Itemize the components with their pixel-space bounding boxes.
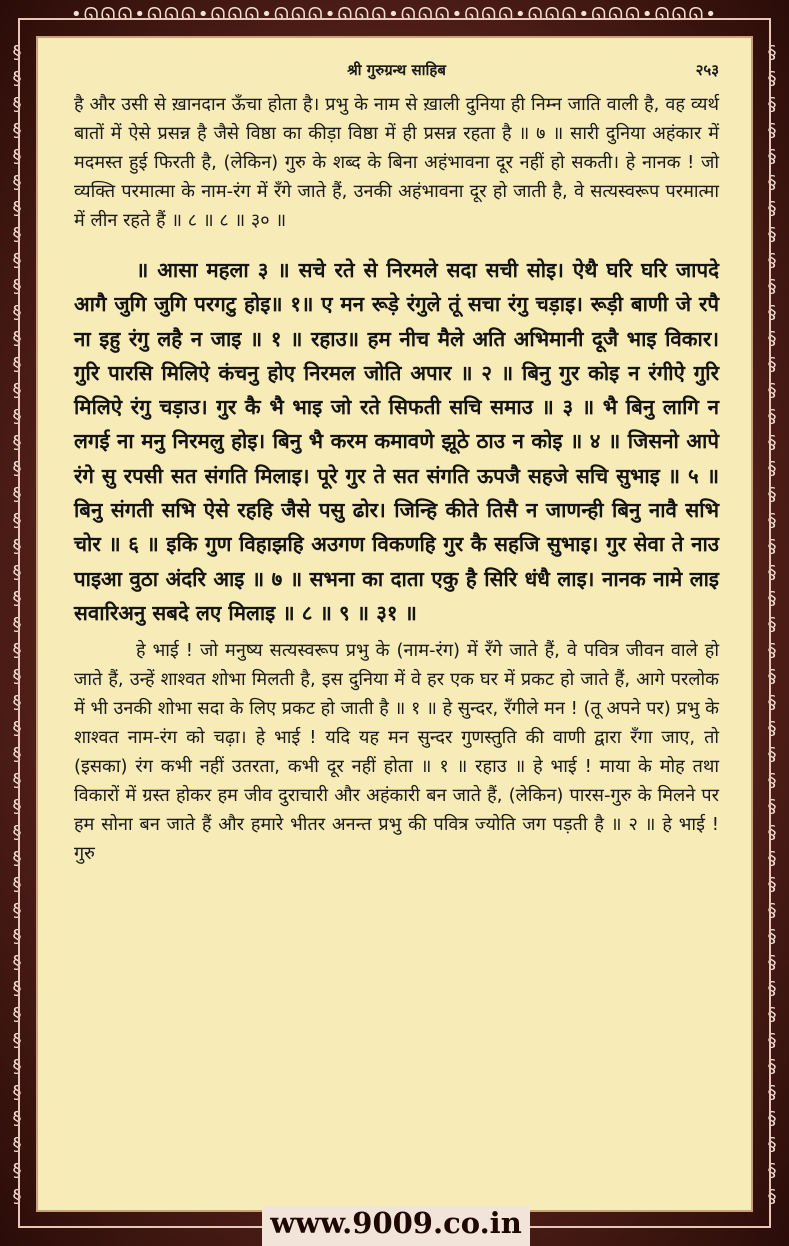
page-header <box>74 54 719 82</box>
page-number: २५३ <box>695 61 719 79</box>
right-ornament: § § § § § § § § § § § § § § § § § § § § § § § § § § § § § § § § § § § § § § § § § § § § § <box>767 42 777 1206</box>
left-ornament: § § § § § § § § § § § § § § § § § § § § § § § § § § § § § § § § § § § § § § § § § § § § § <box>12 42 22 1206</box>
translation-paragraph-top: है और उसी से ख़ानदान ऊँचा होता है। प्रभु के नाम से ख़ाली दुनिया ही निम्न जाति वाली है, वह व्यर्थ बातों में ऐसे प्रसन्न है जैसे विष्ठा का कीड़ा विष्ठा में ही प्रसन्न रहता है ॥ ७ ॥ सारी दुनिया अहंकार में मदमस्त हुई फिरती है, (लेकिन) गुरु के शब्द के बिना अहंभावना दूर नहीं हो सकती। हे नानक ! जो व्यक्ति परमात्मा के नाम-रंग में रँगे जाते हैं, उनकी अहंभावना दूर हो जाती है, वे सत्यस्वरूप परमात्मा में लीन रहते हैं ॥ ८ ॥ ८ ॥ ३० ॥ <box>74 94 719 231</box>
website-watermark: www.9009.co.in <box>270 1206 522 1240</box>
gurbani-verse: ॥ आसा महला ३ ॥ सचे रते से निरमले सदा सची सोइ। ऐथै घरि घरि जापदे आगै जुगि जुगि परगटु होइ॥ १॥ ए मन रूड़े रंगुले तूं सचा रंगु चड़ाइ। रूड़ी बाणी जे रपै ना इहु रंगु लहै न जाइ ॥ १ ॥ रहाउ॥ हम नीच मैले अति अभिमानी दूजै भाइ विकार। गुरि पारसि मिलिऐ कंचनु होए निरमल जोति अपार ॥ २ ॥ बिनु गुर कोइ न रंगीऐ गुरि मिलिऐ रंगु चड़ाउ। गुर कै भै भाइ जो रते सिफती सचि समाउ ॥ ३ ॥ भै बिनु लागि न लगई ना मनु निरमलु होइ। बिनु भै करम कमावणे झूठे ठाउ न कोइ ॥ ४ ॥ जिसनो आपे रंगे सु रपसी सत संगति मिलाइ। पूरे गुर ते सत संगति ऊपजै सहजे सचि सुभाइ ॥ ५ ॥ बिनु संगती सभि ऐसे रहहि जैसे पसु ढोर। जिन्हि कीते तिसै न जाणन्ही बिनु नावै सभि चोर ॥ ६ ॥ इकि गुण विहाझहि अउगण विकणहि गुर कै सहजि सुभाइ। गुर सेवा ते नाउ पाइआ वुठा अंदरि आइ ॥ ७ ॥ सभना का दाता एकु है सिरि धंधै लाइ। नानक नामे लाइ सवारिअनु सबदे लए मिलाइ ॥ ८ ॥ ९ ॥ ३१ ॥ <box>74 258 719 625</box>
translation-paragraph-bottom: हे भाई ! जो मनुष्य सत्यस्वरूप प्रभु के (नाम-रंग) में रँगे जाते हैं, वे पवित्र जीवन वाले हो जाते हैं, उन्हें शाश्वत शोभा मिलती है, इस दुनिया में वे हर एक घर में प्रकट हो जाते हैं, आगे परलोक में भी उनकी शोभा सदा के लिए प्रकट हो जाती है ॥ १ ॥ हे सुन्दर, रँगीले मन ! (तू अपने पर) प्रभु के शाश्वत नाम-रंग को चढ़ा। हे भाई ! यदि यह मन सुन्दर गुणस्तुति की वाणी द्वारा रँगा जाए, तो (इसका) रंग कभी नहीं उतरता, कभी दूर नहीं होता ॥ १ ॥ रहाउ ॥ हे भाई ! माया के मोह तथा विकारों में ग्रस्त होकर हम जीव दुराचारी और अहंकारी बन जाते हैं, (लेकिन) पारस-गुरु के मिलने पर हम सोना बन जाते हैं और हमारे भीतर अनन्त प्रभु की पवित्र ज्योति जग पड़ती है ॥ २ ॥ हे भाई ! गुरु <box>74 640 719 865</box>
page-title: श्री गुरुग्रन्थ साहिब <box>347 61 446 79</box>
top-ornament: •ᘏᘏᘏ•ᘏᘏᘏ•ᘏᘏᘏ•ᘏᘏᘏ•ᘏᘏᘏ•ᘏᘏᘏ•ᘏᘏᘏ•ᘏᘏᘏ•ᘏᘏᘏ•ᘏᘏᘏ• <box>71 4 718 25</box>
page-content <box>36 36 753 1212</box>
